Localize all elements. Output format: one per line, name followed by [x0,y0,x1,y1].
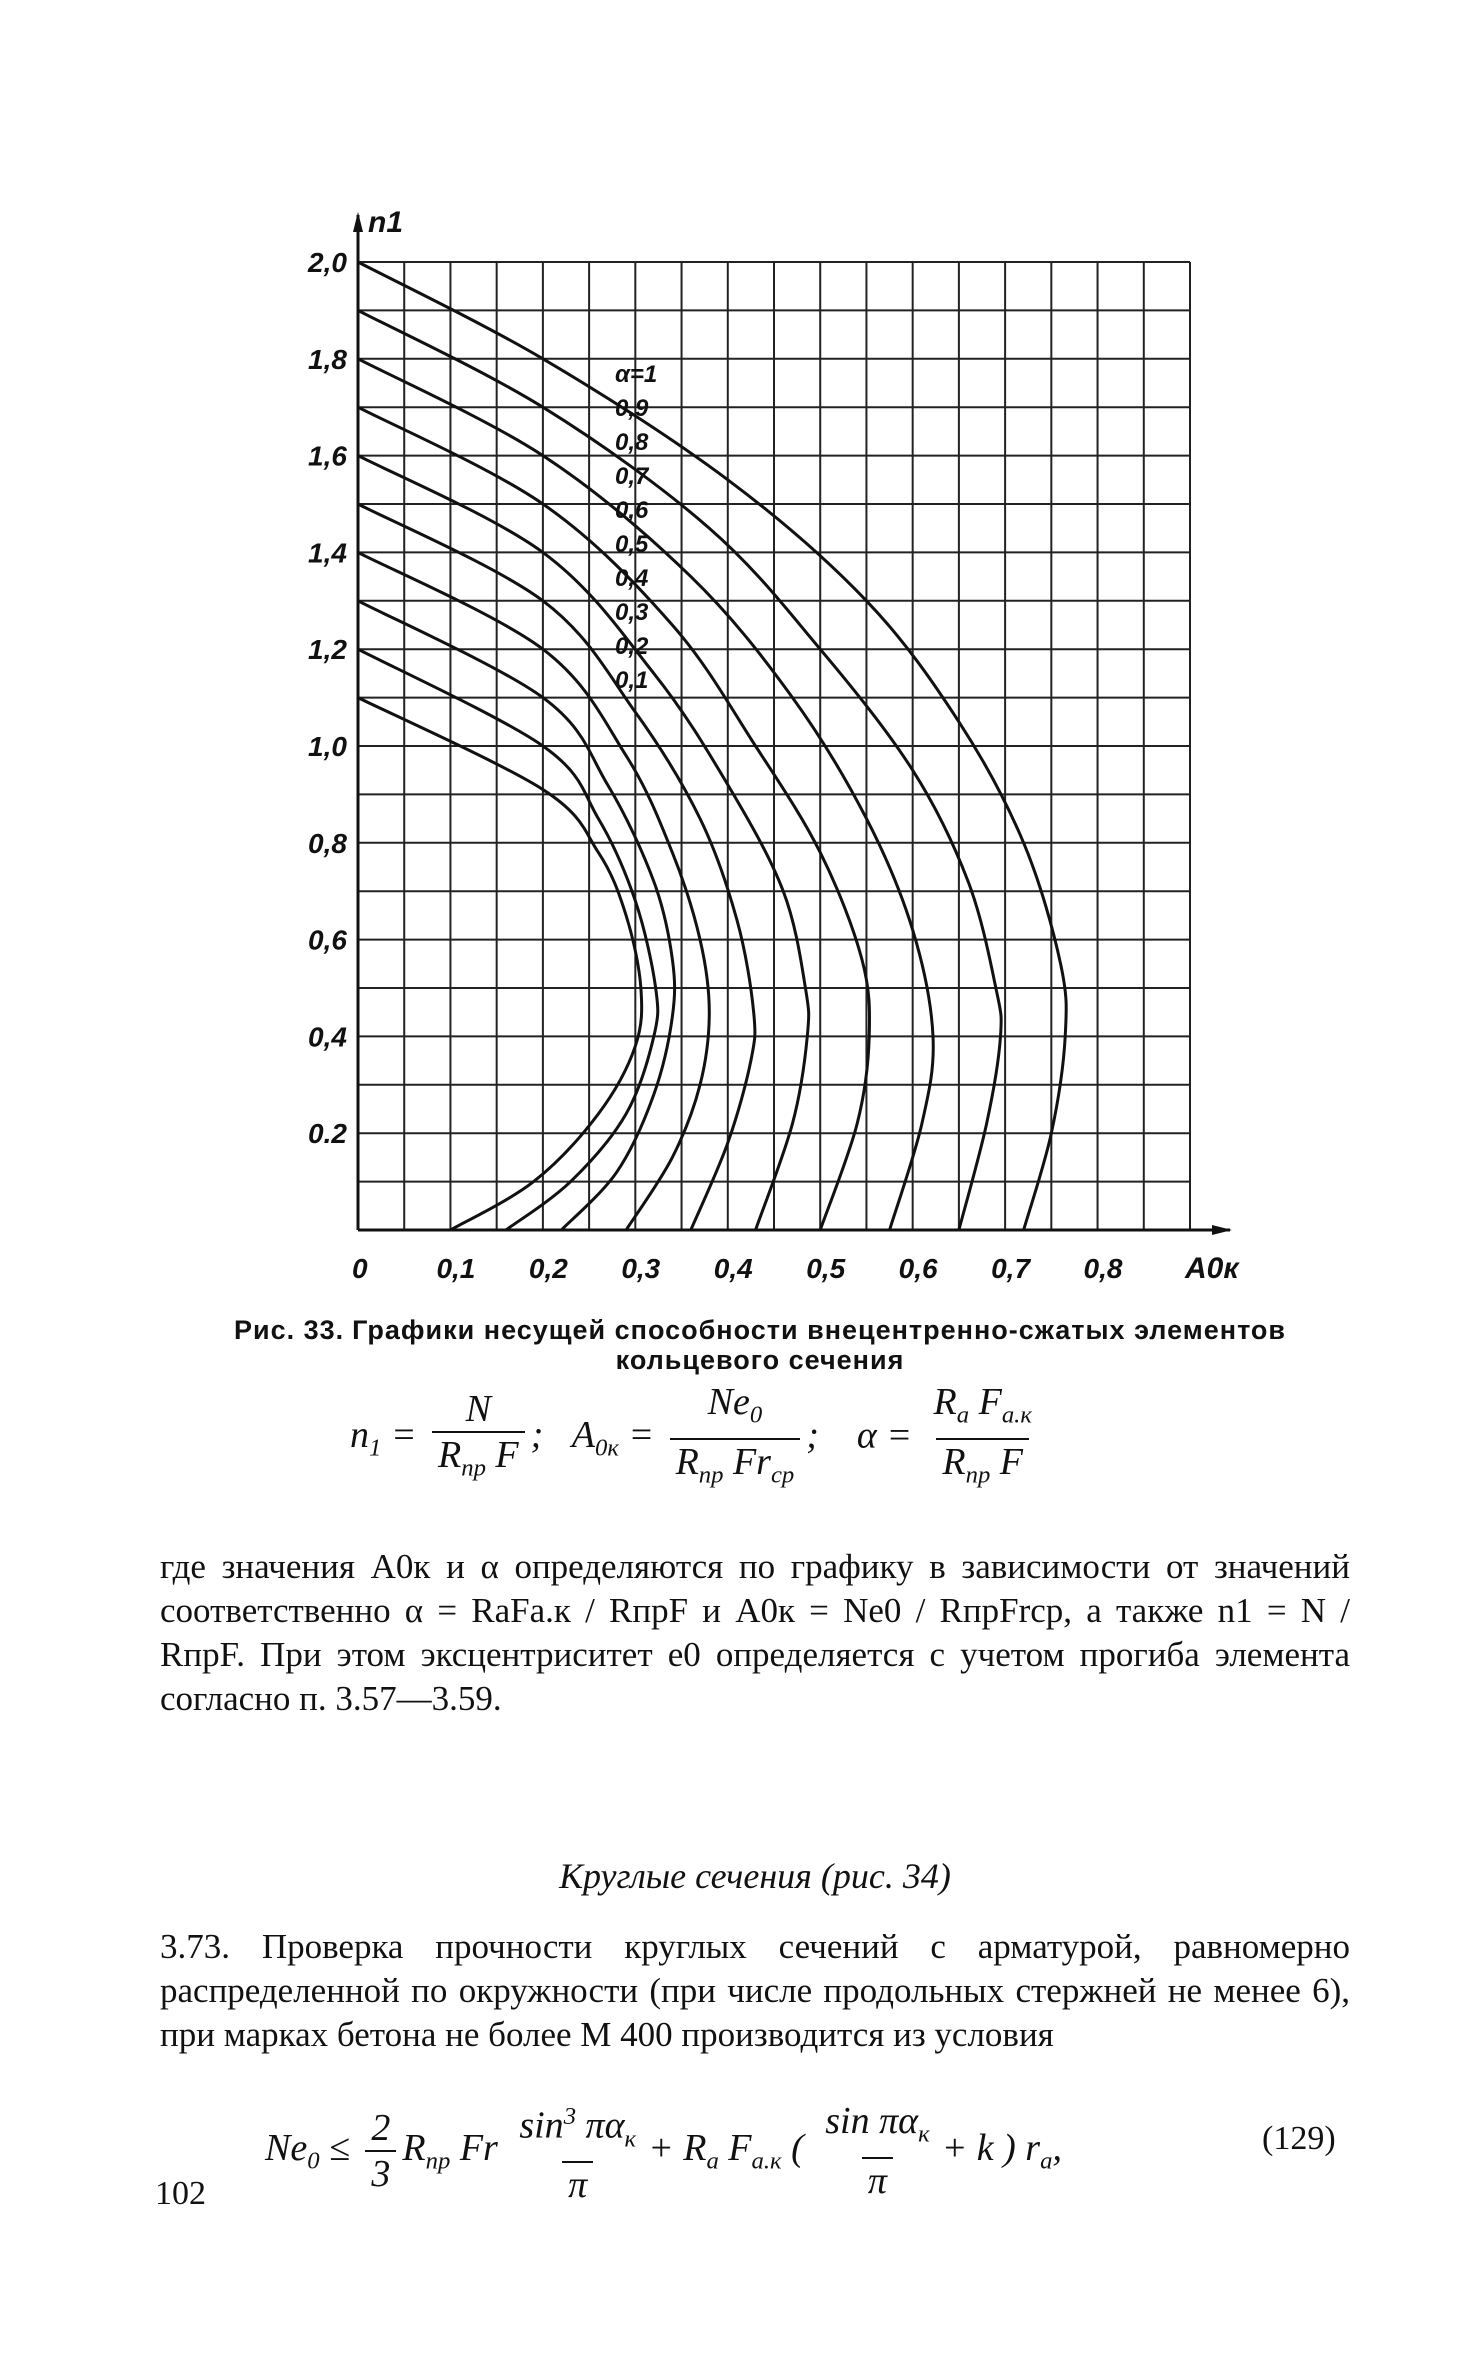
y-tick-label: 1,6 [308,440,347,472]
formula-129: $Ne_0$ ≤ $\frac{2}{3}$ $R_{пр}$ Fr $\frac{\sin^3 \pi\alpha_к}{\pi}$ + $R_a$ $F_{a.к}$ ( $\frac{\sin \pi\alpha_к}{\pi}$ + k ) $r_a$, [265,2100,1062,2207]
x-tick-label: 0,2 [528,1253,568,1284]
y-tick-label: 1,0 [308,731,347,762]
y-tick-label: 1,2 [308,634,347,666]
y-axis-arrow [353,212,363,232]
chart-grid [358,262,1190,1230]
y-tick-label: 1,8 [308,343,347,375]
y-tick-label: 0,4 [308,1021,347,1053]
y-axis-label: n1 [368,206,404,239]
paragraph-3-73: 3.73. Проверка прочности круглых сечений с арматурой, равномерно распределенной по окружности (при числе продольных стержней не менее 6), при марках бетона не более М 400 производится из условия [160,1927,1350,2054]
figure-number: Рис. 33. [233,1315,345,1345]
x-tick-label: 0,5 [806,1253,846,1284]
x-tick-label: 0 [352,1253,368,1284]
curve-label: 0,8 [615,429,649,456]
section-heading: Круглые сечения (рис. 34) [559,1856,951,1896]
x-tick-label: 0,6 [898,1253,938,1284]
x-tick-label: 0,3 [621,1253,661,1284]
curve-label: 0,2 [615,633,649,660]
curve-alpha-05 [358,504,755,1230]
curve-label: 0,5 [615,531,649,558]
curve-label: 0,7 [615,463,649,490]
paragraph-definitions: где значения A0к и α определяются по графику в зависимости от значений соответственно α = RaFa.к / RпрF и A0к = Ne0 / RпрFrср, а также n1 = N / RпрF. При этом эксцентриситет e0 определяется с учетом прогиба элемента согласно п. 3.57—3.59. [160,1547,1350,1718]
curve-label: 0,4 [615,565,649,592]
curve-label: α=1 [615,361,658,388]
curve-label: 0,6 [615,497,649,524]
x-axis-label: A0к [1185,1252,1239,1285]
curve-label: 0,3 [615,599,649,626]
formula-definitions: $n_1$ = $\frac{N}{R_{пр} F}$ ; $A_{0к}$ = $\frac{Ne_0}{R_{пр} Fr_{ср}}$ ; α = $\frac{R_a F_{a.к}}{R_{пр} F}$ [350,1380,1044,1497]
y-tick-label: 0,8 [308,827,347,859]
page-number: 102 [155,2175,206,2212]
y-tick-label: 2,0 [308,247,347,278]
x-tick-label: 0,4 [713,1253,753,1284]
x-axis-arrow [1212,1225,1232,1235]
x-tick-label: 0,7 [991,1253,1031,1284]
curve-label: 0,1 [615,667,649,694]
y-tick-label: 1,4 [308,537,347,569]
x-tick-label: 0,8 [1083,1253,1123,1284]
curve-label: 0,9 [615,395,649,422]
figure-caption [160,1315,1360,1375]
x-tick-label: 0,1 [436,1253,476,1284]
y-tick-label: 0,6 [308,924,347,956]
figure-caption-text: Графики несущей способности внецентренно-сжатых элементов кольцевого сечения [352,1315,1287,1375]
equation-number: (129) [1262,2120,1336,2157]
chart-axes [353,212,1232,1235]
curve-alpha-09 [358,310,1001,1230]
y-tick-label: 0.2 [308,1118,347,1150]
